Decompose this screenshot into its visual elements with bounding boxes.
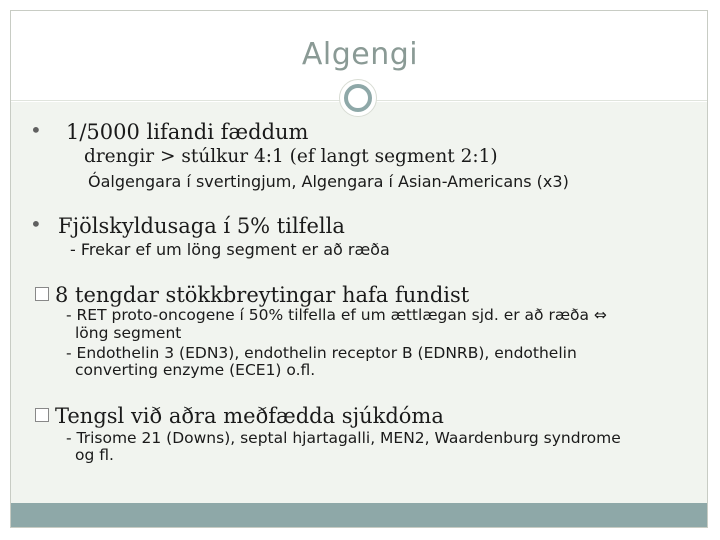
slide-title: Algengi (301, 37, 419, 72)
title-circle-ornament (339, 79, 377, 117)
checkbox-bullet-icon (35, 408, 49, 422)
bullet-1-sub-2: Óalgengara í svertingjum, Algengara í Asian-Americans (x3) (88, 172, 569, 191)
bullet-3-sub-2-cont: converting enzyme (ECE1) o.fl. (75, 361, 316, 379)
bullet-4-sub-1: - Trisome 21 (Downs), septal hjartagalli, MEN2, Waardenburg syndrome (66, 429, 621, 447)
bullet-item-3: 8 tengdar stökkbreytingar hafa fundist (55, 283, 470, 307)
bullet-1-sub-1: drengir > stúlkur 4:1 (ef langt segment 2:1) (84, 146, 498, 167)
bullet-3-sub-1-cont: löng segment (75, 324, 182, 342)
bullet-4-sub-1-cont: og fl. (75, 446, 114, 464)
bullet-3-sub-2: - Endothelin 3 (EDN3), endothelin receptor B (EDNRB), endothelin (66, 344, 577, 362)
footer-bar (11, 503, 707, 527)
bullet-item-4: Tengsl við aðra meðfædda sjúkdóma (55, 404, 444, 428)
bullet-3-sub-1: - RET proto-oncogene í 50% tilfella ef um ættlægan sjd. er að ræða ⇔ (66, 306, 607, 324)
bullet-dot-icon: • (30, 118, 42, 142)
bullet-2-sub-1: - Frekar ef um löng segment er að ræða (70, 240, 390, 259)
bullet-item-2: Fjölskyldusaga í 5% tilfella (58, 214, 345, 238)
bullet-item-1: 1/5000 lifandi fæddum (66, 120, 309, 144)
checkbox-bullet-icon (35, 287, 49, 301)
bullet-dot-icon: • (30, 212, 42, 236)
